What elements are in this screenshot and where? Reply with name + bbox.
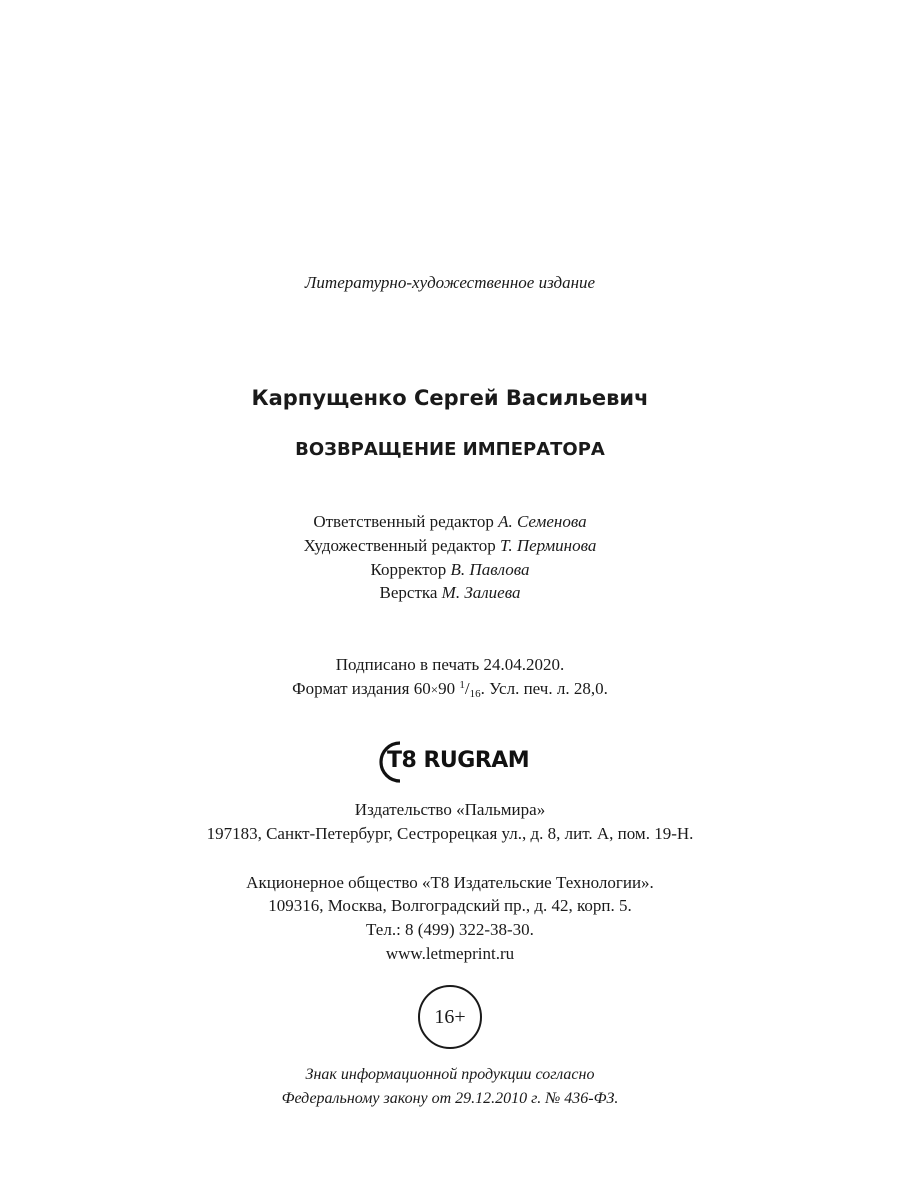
credit-role: Корректор (370, 560, 447, 579)
printer-address: 109316, Москва, Волгоградский пр., д. 42, корп. 5. (268, 896, 632, 915)
format-prefix: Формат издания 60 (292, 679, 431, 698)
credit-role: Верстка (379, 583, 438, 602)
format-size: 90 (438, 679, 456, 698)
credit-name: А. Семенова (498, 512, 587, 531)
t8-rugram-logo (378, 740, 528, 784)
format-suffix: . Усл. печ. л. 28,0. (480, 679, 608, 698)
printer-name: Акционерное общество «Т8 Издательские Технологии». (246, 873, 654, 892)
logo-text: T8 RUGRAM (387, 748, 530, 773)
legal-notice-line-1: Знак информационной продукции согласно (305, 1066, 595, 1083)
age-rating-badge: 16+ (418, 985, 482, 1049)
credit-art-editor (0, 536, 900, 556)
printer-phone: Тел.: 8 (499) 322-38-30. (366, 920, 534, 939)
author-name: Карпущенко Сергей Васильевич (251, 386, 649, 410)
credit-layout (0, 583, 900, 603)
print-signed-date: Подписано в печать 24.04.2020. (335, 655, 565, 674)
format-fraction-numerator: 1 (459, 679, 465, 691)
legal-notice-line-2: Федеральному закону от 29.12.2010 г. № 436-ФЗ. (281, 1090, 619, 1107)
credit-name: Т. Перминова (499, 536, 597, 555)
publisher-name: Издательство «Пальмира» (354, 800, 546, 819)
publisher-address: 197183, Санкт-Петербург, Сестрорецкая ул., д. 8, лит. А, пом. 19-Н. (206, 824, 694, 843)
credit-executive-editor (0, 512, 900, 532)
printer-website[interactable]: www.letmeprint.ru (385, 944, 515, 963)
credit-proofreader (0, 560, 900, 580)
format-times: × (430, 682, 439, 697)
print-format: Формат издания 60×90 $^1/_{16}$. Усл. печ. л. 28,0. (292, 679, 608, 700)
credit-role: Художественный редактор (303, 536, 496, 555)
genre-label: Литературно-художественное издание (304, 273, 596, 292)
book-title: ВОЗВРАЩЕНИЕ ИМПЕРАТОРА (295, 439, 605, 460)
format-fraction-denominator: 16 (469, 688, 481, 700)
credit-role: Ответственный редактор (313, 512, 494, 531)
credit-name: В. Павлова (450, 560, 530, 579)
credit-name: М. Залиева (441, 583, 521, 602)
